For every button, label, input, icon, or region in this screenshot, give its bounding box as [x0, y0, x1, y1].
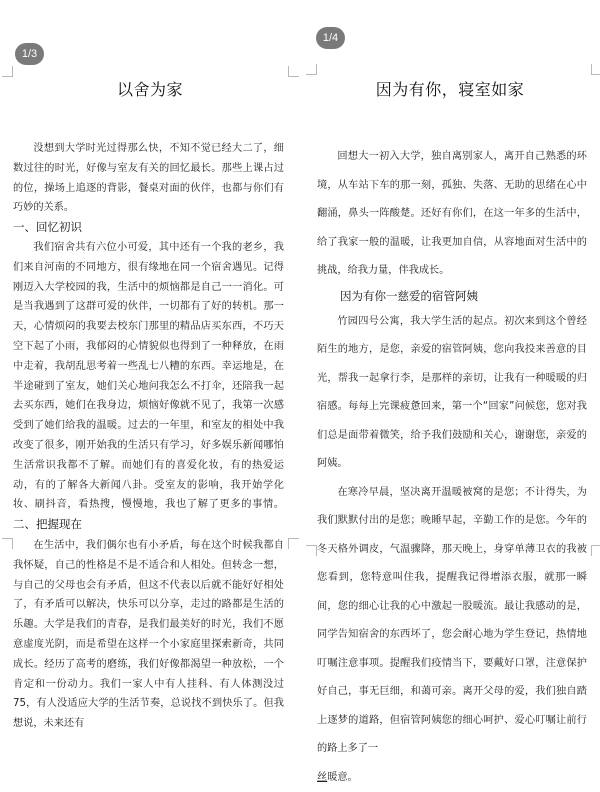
paragraph-text: 暖意。 [327, 772, 358, 783]
paragraph: 没想到大学时光过得那么快，不知不觉已经大二了，细数过往的时光，好像与室友有关的回忆最长。那些上课占过的位，操场上追逐的背影，餐桌对面的伙伴，也都与你们有巧妙的关系。 [13, 139, 284, 218]
margin-corner-mark-top-right [591, 64, 600, 75]
margin-corner-mark-top-left [306, 64, 317, 75]
paragraph-text: 我们宿舍共有六位小可爱，其中还有一个我的老乡，我们来自河南的不同地方，很有缘地在同一个宿舍遇见。记得刚迈入大学校园的我，生活中的烦恼都是自己一一消化。可是当我遇到了这群可爱的伙伴，一切都有了好的转机。那一天，心情烦闷的我要去校东门那里的精品店买东西，不巧天空下起了小雨，我郁闷的心情貌似也得到了一种释放，在雨中走着，我胡乱思考着一些乱七八糟的东西。幸运地是，在半途碰到了室友，她们关心地问我怎么不打伞，还陪我一起去买东西，她们在我身边，烦恼好像就不见了，我第一次感受到了她们给我的温暖。过去的一年里，和室友的相处中我改变了很多，刚开始我的生活只有学习，好多娱乐新闻哪怕生活常识我都不了解。而她们有的喜爱化妆，有的热爱运动，有的了解各大新闻八卦。受室友的影响，我开始学化妆、刷抖音，看热搜，慢慢地，我也了解了更多的事情。 [13, 242, 284, 510]
document-title: 以舍为家 [0, 77, 300, 100]
margin-corner-mark-top-right [288, 66, 299, 77]
section-heading: 二、把握现在 [13, 517, 82, 531]
paragraph: 回想大一初入大学，独自离别家人，离开自己熟悉的环境，从车站下车的那一刻，孤独、失落、无助的思绪在心中翻涌，鼻头一阵酸楚。还好有你们，在这一年多的生活中，给了我家一般的温暖，让我更加自信，从容地面对生活中的挑战，给我力量，伴我成长。 [317, 143, 587, 286]
paragraph: 竹园四号公寓，我大学生活的起点。初次来到这个曾经陌生的地方，是您，亲爱的宿管阿姨，您向我投来善意的目光，帮我一起拿行李，是那样的亲切，让我有一种暖暖的归宿感。每每上完课疲惫回来，第一个“回家”问候您，您对我们总是面带着微笑，给予我们鼓励和关心，谢谢您，亲爱的阿姨。 [317, 308, 587, 479]
page-indicator-badge: 1/4 [316, 27, 345, 49]
margin-corner-mark-top-left [2, 66, 13, 77]
page-indicator-badge: 1/3 [15, 43, 44, 65]
margin-corner-mark-bottom-left [2, 538, 13, 549]
margin-corner-mark-bottom-left [306, 545, 317, 556]
document-page-left [0, 0, 300, 600]
paragraph: 在生活中，我们偶尔也有小矛盾，每在这个时候我都自我怀疑，自己的性格是不是不适合和人相处。但转念一想，与自己的父母也会有矛盾，但这不代表以后就不能好好相处了，有矛盾可以解决，快乐可以分享，走过的路都是生活的乐趣。大学是我们的青春，是我们最美好的时光，我们不愿意虚度光阴，而是希望在这样一个小家庭里探索新奇，共同成长。经历了高考的磨练，我们好像都渴望一种放松，一个肯定和一份动力。我们一家人中有人挂科、有人体测没过75，有人没适应大学的生活节奏，总说找不到快乐了。但我想说，未来还有 [13, 536, 284, 734]
paragraph [13, 238, 284, 536]
section-heading: 一、回忆初识 [13, 218, 284, 238]
margin-corner-mark-bottom-right [288, 538, 299, 549]
paragraph-text: 在寒冷早晨，坚决离开温暖被窝的是您；不计得失，为我们默默付出的是您；晚睡早起，辛勤工作的是您。今年的冬天格外调皮，气温骤降，那天晚上，身穿单薄卫衣的我被您看到，您特意叫住我，提醒我记得增添衣服，就那一瞬间，您的细心让我的心中激起一股暖流。最让我感动的是，同学告知宿舍的东西坏了，您会耐心地为学生登记，热情地叮嘱注意事项。提醒我们疫情当下，要戴好口罩，注意保护好自己，事无巨细，和蔼可亲。离开父母的爱，我们独自踏上逐梦的道路，但宿管阿姨您的细心呵护、爱心叮嘱让前行的路上多了一 [317, 487, 587, 755]
document-body[interactable] [317, 143, 587, 792]
document-body[interactable] [13, 139, 284, 734]
document-title: 因为有你，寝室如家 [300, 77, 600, 100]
underlined-text: 丝 [317, 772, 327, 783]
document-page-right [300, 0, 600, 600]
paragraph [317, 479, 587, 792]
margin-corner-mark-bottom-right [591, 545, 600, 556]
section-heading: 因为有你一慈爱的宿管阿姨 [317, 284, 587, 308]
